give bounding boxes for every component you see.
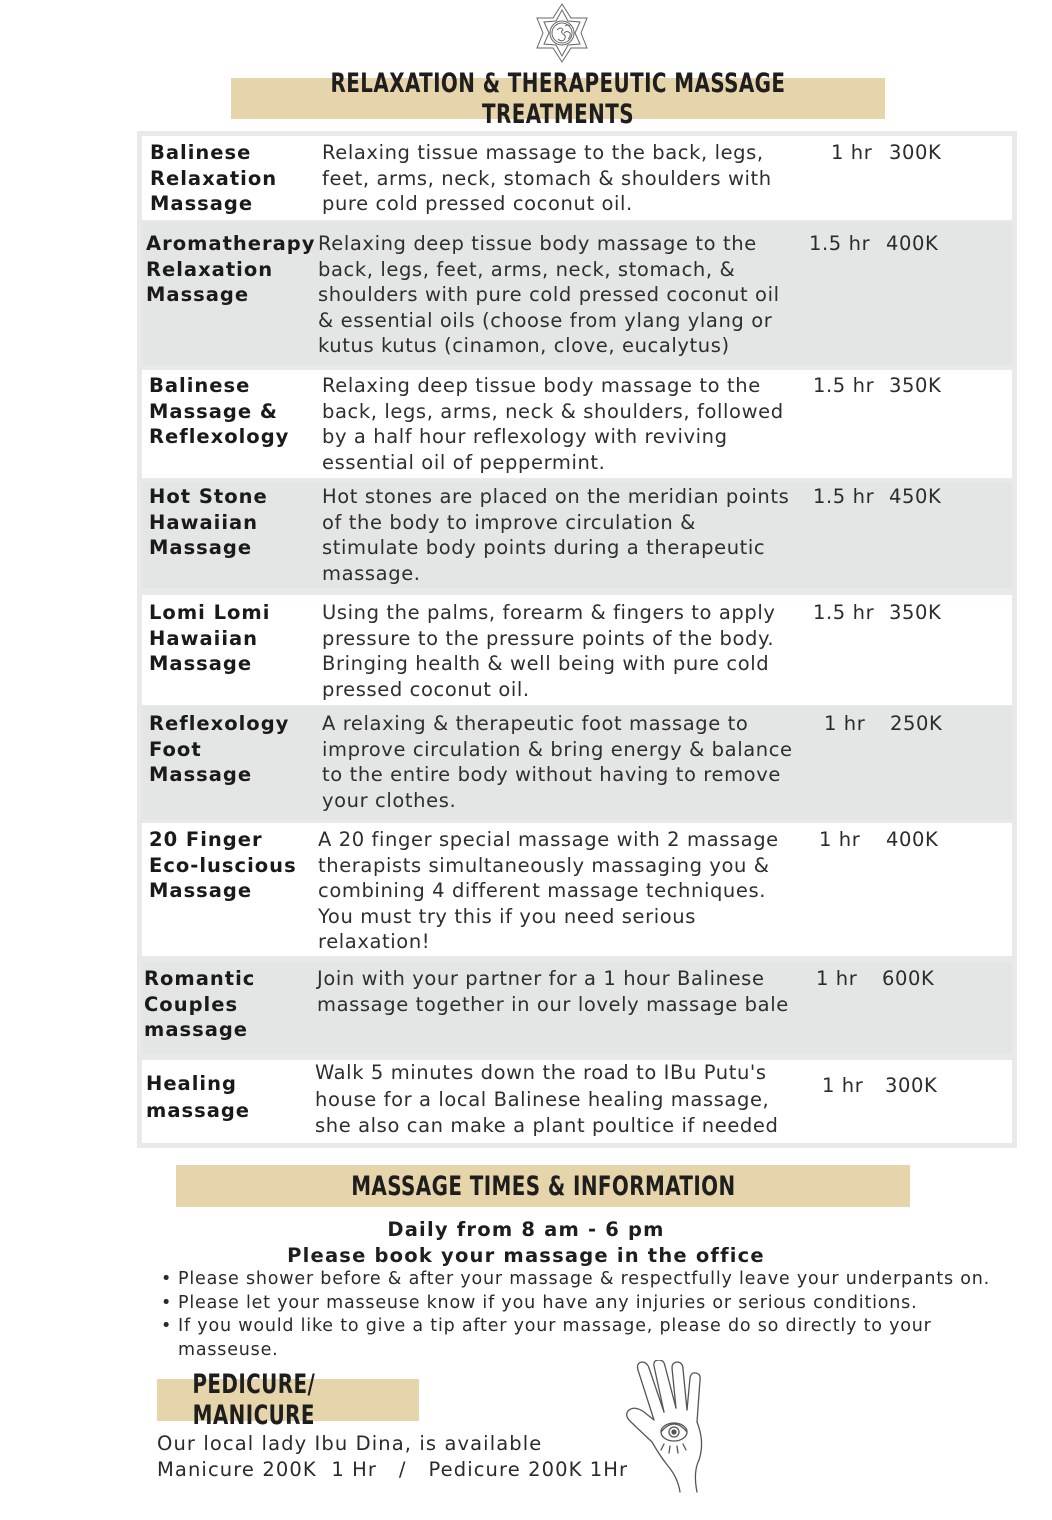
treatment-name-line: Massage xyxy=(150,192,254,215)
pedicure-title-banner xyxy=(157,1369,419,1431)
treatment-desc-line: relaxation! xyxy=(318,930,431,953)
treatment-row xyxy=(142,136,1012,220)
treatment-name-line: Romantic xyxy=(144,967,256,990)
opening-hours: Daily from 8 am - 6 pm xyxy=(387,1218,665,1241)
treatment-desc-line: therapists simultaneously massaging you & xyxy=(318,853,770,877)
treatment-desc-line: she also can make a plant poultice if needed xyxy=(315,1114,779,1137)
treatment-desc-line: massage together in our lovely massage bale xyxy=(317,992,789,1016)
treatment-price: 350K xyxy=(889,374,942,397)
treatment-desc-line: massage. xyxy=(322,561,421,585)
treatment-row xyxy=(142,370,1012,478)
treatment-name-line: Reflexology xyxy=(149,712,290,735)
treatments-title: RELAXATION & THERAPEUTIC MASSAGE TREATMENTS xyxy=(330,67,786,130)
treatment-duration: 1.5 hr xyxy=(813,601,875,624)
treatment-price: 400K xyxy=(886,232,939,255)
rule-item: • If you would like to give a tip after your massage, please do so directly to your masseuse. xyxy=(178,1315,978,1362)
treatment-desc-line: pure cold pressed coconut oil. xyxy=(322,192,633,215)
om-lotus-icon xyxy=(531,2,593,64)
treatment-duration: 1.5 hr xyxy=(809,232,871,255)
treatment-desc-line: your clothes. xyxy=(322,788,457,812)
treatment-duration: 1 hr xyxy=(816,967,858,990)
treatment-name-line: Massage xyxy=(149,763,253,786)
treatment-desc-line: improve circulation & bring energy & balance xyxy=(322,737,793,761)
treatment-name-line: Aromatherapy xyxy=(146,232,316,255)
treatment-row xyxy=(142,706,1012,819)
treatment-name-line: massage xyxy=(144,1018,249,1041)
treatment-price: 400K xyxy=(886,828,939,851)
treatment-name-line: Eco-luscious xyxy=(149,853,297,877)
treatment-name-line: 20 Finger xyxy=(149,828,263,851)
treatment-desc-line: Using the palms, forearm & fingers to apply xyxy=(322,601,776,624)
treatment-desc-line: Relaxing tissue massage to the back, legs, xyxy=(322,141,764,164)
treatment-desc-line: Hot stones are placed on the meridian points xyxy=(322,485,790,508)
treatment-row xyxy=(142,222,1012,365)
treatment-duration: 1 hr xyxy=(822,1074,864,1097)
booking-note: Please book your massage in the office xyxy=(287,1244,765,1267)
treatment-desc-line: You must try this if you need serious xyxy=(318,904,697,928)
treatment-name-line: Relaxation xyxy=(150,166,278,190)
treatment-name-line: Foot xyxy=(149,737,202,761)
treatment-desc-line: A relaxing & therapeutic foot massage to xyxy=(322,712,749,735)
treatment-desc-line: essential oil of peppermint. xyxy=(322,450,606,474)
treatment-desc-line: A 20 finger special massage with 2 massage xyxy=(318,828,779,851)
treatment-desc-line: shoulders with pure cold pressed coconut oil xyxy=(318,283,780,306)
treatment-name-line: Massage xyxy=(149,879,253,902)
treatment-price: 450K xyxy=(889,485,942,508)
pedicure-prices: Manicure 200K 1 Hr / Pedicure 200K 1Hr xyxy=(157,1458,629,1481)
treatment-row xyxy=(142,823,1012,956)
treatment-desc-line: Join with your partner for a 1 hour Balinese xyxy=(317,967,765,990)
treatment-name-line: Massage & xyxy=(149,399,278,423)
treatment-row xyxy=(142,595,1012,705)
treatment-desc-line: stimulate body points during a therapeutic xyxy=(322,536,766,559)
times-title-banner xyxy=(176,1165,910,1207)
rule-item: • Please let your masseuse know if you have any injuries or serious conditions. xyxy=(178,1292,1052,1316)
treatment-desc-line: by a half hour reflexology with reviving xyxy=(322,425,728,448)
treatment-desc-line: pressure to the pressure points of the body. xyxy=(322,626,775,650)
rule-item: • Please shower before & after your massage & respectfully leave your underpants on. xyxy=(178,1268,1052,1292)
treatment-name-line: Hawaiian xyxy=(149,510,259,534)
treatment-name-line: Healing xyxy=(146,1072,237,1095)
treatment-name-line: massage xyxy=(146,1099,251,1122)
treatment-desc-line: Relaxing deep tissue body massage to the xyxy=(322,374,761,397)
treatment-desc-line: kutus kutus (cinamon, clove, eucalytus) xyxy=(318,334,730,357)
hand-eye-icon xyxy=(624,1360,739,1495)
treatment-desc-line: of the body to improve circulation & xyxy=(322,510,696,534)
treatment-duration: 1 hr xyxy=(824,712,866,735)
treatment-desc-line: Bringing health & well being with pure cold xyxy=(322,652,770,675)
treatment-duration: 1.5 hr xyxy=(813,485,875,508)
treatment-name-line: Lomi Lomi xyxy=(149,601,271,624)
treatment-price: 350K xyxy=(889,601,942,624)
treatment-desc-line: Relaxing deep tissue body massage to the xyxy=(318,232,757,255)
pedicure-title: PEDICURE/ MANICURE xyxy=(192,1369,316,1431)
treatment-desc-line: & essential oils (choose from ylang ylang or xyxy=(318,308,773,332)
treatment-price: 300K xyxy=(885,1074,938,1097)
treatment-desc-line: house for a local Balinese healing massage, xyxy=(315,1087,770,1111)
treatment-name-line: Balinese xyxy=(150,141,252,164)
treatments-title-banner xyxy=(231,67,885,130)
treatment-name-line: Couples xyxy=(144,992,239,1016)
pedicure-availability: Our local lady Ibu Dina, is available xyxy=(157,1432,543,1455)
treatment-duration: 1 hr xyxy=(831,141,873,164)
treatment-desc-line: to the entire body without having to remove xyxy=(322,763,781,786)
treatment-name-line: Hawaiian xyxy=(149,626,259,650)
treatment-row xyxy=(142,962,1012,1054)
treatment-desc-line: back, legs, feet, arms, neck, stomach, & xyxy=(318,257,736,281)
treatment-name-line: Hot Stone xyxy=(149,485,268,508)
treatment-desc-line: pressed coconut oil. xyxy=(322,677,530,701)
treatment-name-line: Massage xyxy=(149,536,253,559)
treatment-price: 300K xyxy=(889,141,942,164)
treatment-desc-line: combining 4 different massage techniques. xyxy=(318,879,767,902)
treatment-name-line: Reflexology xyxy=(149,425,290,448)
treatment-row xyxy=(142,482,1012,588)
massage-rules-list xyxy=(160,1268,1052,1362)
treatment-price: 600K xyxy=(882,967,935,990)
treatment-desc-line: Walk 5 minutes down the road to IBu Putu's xyxy=(315,1061,767,1084)
treatment-desc-line: back, legs, arms, neck & shoulders, followed xyxy=(322,399,784,423)
treatment-row xyxy=(142,1060,1012,1143)
treatment-duration: 1 hr xyxy=(819,828,861,851)
treatment-name-line: Balinese xyxy=(149,374,251,397)
treatment-name-line: Massage xyxy=(146,283,250,306)
treatment-desc-line: feet, arms, neck, stomach & shoulders with xyxy=(322,166,772,190)
times-title: MASSAGE TIMES & INFORMATION xyxy=(350,1170,736,1202)
treatment-name-line: Massage xyxy=(149,652,253,675)
treatment-price: 250K xyxy=(890,712,943,735)
treatment-name-line: Relaxation xyxy=(146,257,274,281)
treatment-duration: 1.5 hr xyxy=(813,374,875,397)
